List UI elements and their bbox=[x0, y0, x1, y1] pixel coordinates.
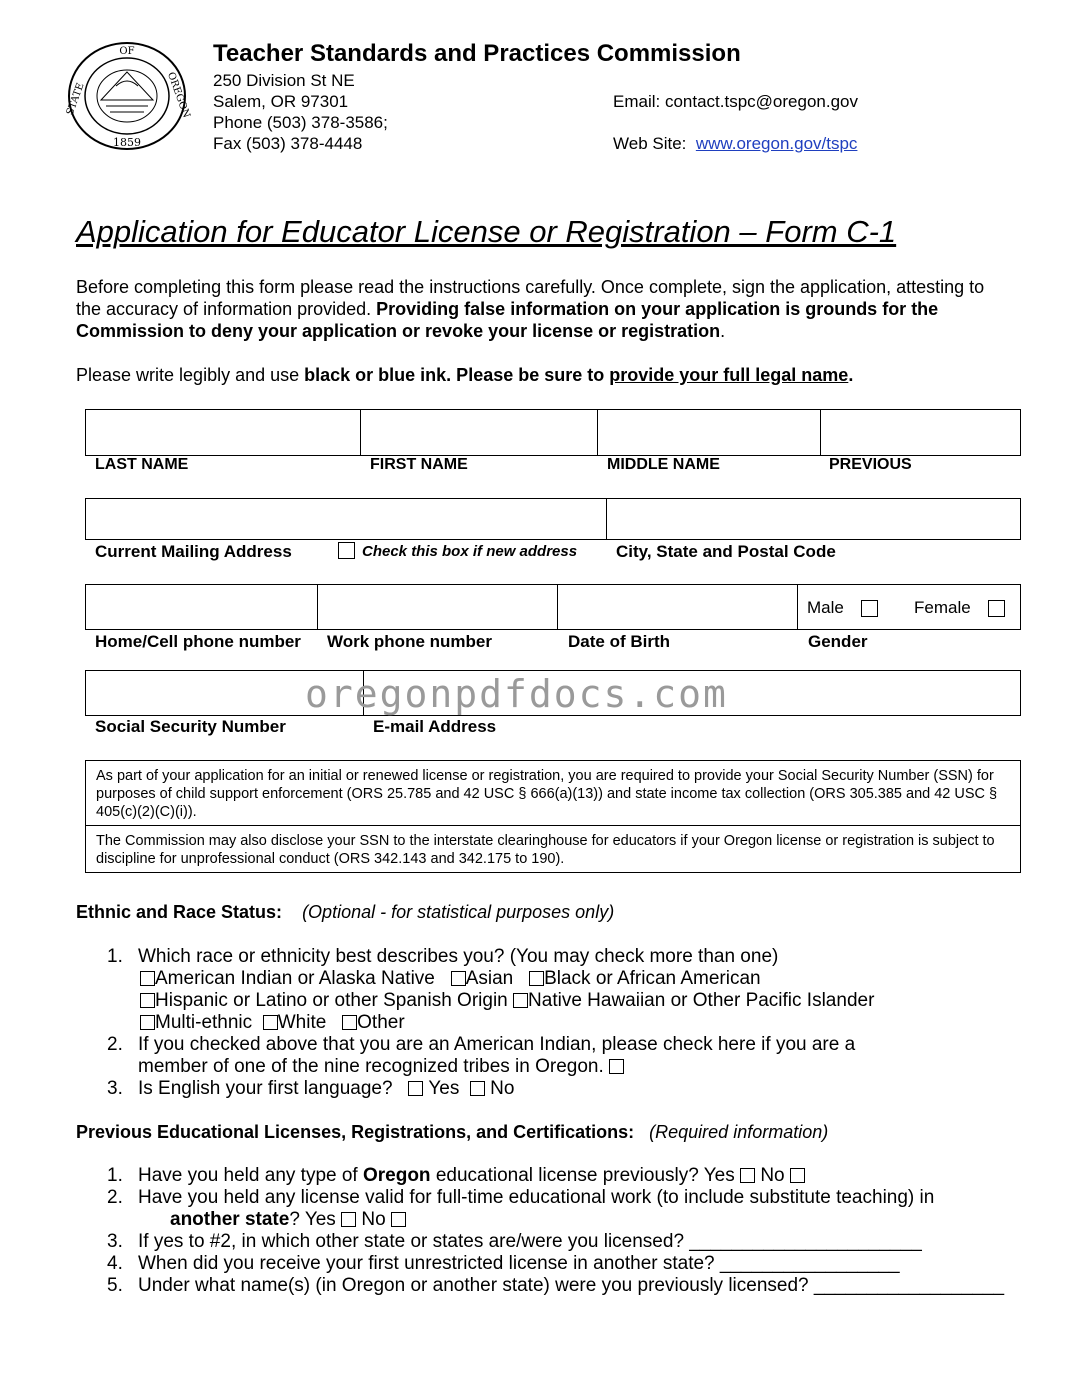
mailing-address-field[interactable] bbox=[86, 499, 605, 539]
ethnic-q3-number: 3. bbox=[107, 1078, 123, 1099]
fax-line: Fax (503) 378-4448 bbox=[213, 134, 363, 153]
ethnic-section-heading: Ethnic and Race Status: (Optional - for statistical purposes only) bbox=[76, 902, 615, 922]
gender-label: Gender bbox=[808, 632, 868, 651]
first-name-field[interactable] bbox=[361, 410, 596, 455]
prev-q1: Have you held any type of Oregon educational license previously? Yes No bbox=[138, 1165, 805, 1187]
email-line: Email: contact.tspc@oregon.gov bbox=[613, 92, 858, 111]
last-name-field[interactable] bbox=[86, 410, 359, 455]
female-label: Female bbox=[914, 598, 971, 617]
english-no-checkbox[interactable] bbox=[470, 1081, 485, 1096]
prev-q3[interactable]: If yes to #2, in which other state or states are/were you licensed? ______________________ bbox=[138, 1231, 922, 1252]
last-name-label: LAST NAME bbox=[95, 456, 189, 473]
phone-line: Phone (503) 378-3586; bbox=[213, 113, 388, 132]
dob-field[interactable] bbox=[558, 585, 796, 629]
ink-instruction: Please write legibly and use black or blue ink. Please be sure to provide your full legal name. bbox=[76, 365, 854, 385]
intro-paragraph: Before completing this form please read the instructions carefully. Once complete, sign the application, attesting to the accuracy of information provided. Providing false information on your application is grounds for the Commission to deny your application or revoke your license or registration. bbox=[76, 277, 985, 341]
prev-q5[interactable]: Under what name(s) (in Oregon or another state) were you previously licensed? __________________ bbox=[138, 1275, 1005, 1296]
previous-name-field[interactable] bbox=[821, 410, 1020, 455]
prev-q3-number: 3. bbox=[107, 1231, 123, 1252]
prev-q4[interactable]: When did you receive your first unrestricted license in another state? _________________ bbox=[138, 1253, 900, 1274]
ethnic-options-row-2: Hispanic or Latino or other Spanish Origin Native Hawaiian or Other Pacific Islander bbox=[140, 990, 874, 1012]
prev-q2-line-1: Have you held any license valid for full-time educational work (to include substitute teaching) in bbox=[138, 1187, 935, 1208]
form-title: Application for Educator License or Registration – Form C-1 bbox=[76, 214, 897, 249]
email-label: E-mail Address bbox=[373, 717, 497, 736]
male-checkbox[interactable] bbox=[861, 600, 878, 617]
ethnic-q2-line-1: If you checked above that you are an American Indian, please check here if you are a bbox=[138, 1034, 856, 1055]
address-line-1: 250 Division St NE bbox=[213, 71, 355, 90]
other-checkbox[interactable] bbox=[342, 1015, 357, 1030]
new-address-label: Check this box if new address bbox=[362, 543, 578, 560]
website-link[interactable]: www.oregon.gov/tspc bbox=[695, 134, 858, 153]
ethnic-options-row-3: Multi-ethnic White Other bbox=[140, 1012, 405, 1034]
ssn-notice bbox=[85, 760, 1021, 873]
ethnic-q1-number: 1. bbox=[107, 946, 123, 967]
previous-name-label: PREVIOUS bbox=[829, 456, 912, 473]
mailing-address-label: Current Mailing Address bbox=[95, 542, 292, 561]
work-phone-field[interactable] bbox=[318, 585, 556, 629]
oregon-state-seal bbox=[64, 40, 192, 152]
prev-q2-line-2: another state? Yes No bbox=[170, 1209, 406, 1231]
hispanic-checkbox[interactable] bbox=[140, 993, 155, 1008]
prev-q5-number: 5. bbox=[107, 1275, 123, 1296]
prev-q1-number: 1. bbox=[107, 1165, 123, 1186]
home-phone-label: Home/Cell phone number bbox=[95, 632, 301, 651]
other-state-no-checkbox[interactable] bbox=[391, 1212, 406, 1227]
ethnic-q3: Is English your first language? Yes No bbox=[138, 1078, 515, 1099]
ssn-notice-text-2: The Commission may also disclose your SSN to the interstate clearinghouse for educators if your Oregon license or registration is subject to discipline for unprofessional conduct (ORS 342.143 and 342.175 to 190). bbox=[86, 825, 1020, 872]
address-line-2: Salem, OR 97301 bbox=[213, 92, 349, 111]
city-state-zip-label: City, State and Postal Code bbox=[616, 542, 836, 561]
svg-text:1859: 1859 bbox=[113, 136, 141, 149]
work-phone-label: Work phone number bbox=[327, 632, 492, 651]
dob-label: Date of Birth bbox=[568, 632, 670, 651]
other-state-yes-checkbox[interactable] bbox=[341, 1212, 356, 1227]
svg-text:OF: OF bbox=[119, 46, 135, 57]
prev-q4-number: 4. bbox=[107, 1253, 123, 1274]
watermark: oregonpdfdocs.com bbox=[305, 672, 728, 716]
previous-licenses-heading: Previous Educational Licenses, Registrations, and Certifications: (Required information) bbox=[76, 1122, 829, 1142]
white-checkbox[interactable] bbox=[263, 1015, 278, 1030]
ethnic-options-row-1: American Indian or Alaska Native Asian Black or African American bbox=[140, 968, 761, 990]
city-state-zip-field[interactable] bbox=[607, 499, 1020, 539]
female-checkbox[interactable] bbox=[988, 600, 1005, 617]
home-phone-field[interactable] bbox=[86, 585, 316, 629]
middle-name-field[interactable] bbox=[598, 410, 819, 455]
svg-text:STATE: STATE bbox=[64, 81, 87, 117]
website-line bbox=[613, 133, 857, 154]
ethnic-q1: Which race or ethnicity best describes you? (You may check more than one) bbox=[138, 946, 779, 967]
male-label: Male bbox=[807, 598, 844, 617]
american-indian-checkbox[interactable] bbox=[140, 971, 155, 986]
organization-name: Teacher Standards and Practices Commission bbox=[213, 40, 741, 67]
website-label: Web Site: bbox=[613, 134, 687, 153]
ssn-notice-text-1: As part of your application for an initial or renewed license or registration, you are required to provide your Social Security Number (SSN) for purposes of child support enforcement (ORS 25.785 and 42 USC § 666(a)(13)) and state income tax collection (ORS 305.385 and 42 USC § 405(c)(2)(C)(i)). bbox=[96, 768, 998, 820]
middle-name-label: MIDDLE NAME bbox=[607, 456, 720, 473]
multi-ethnic-checkbox[interactable] bbox=[140, 1015, 155, 1030]
black-checkbox[interactable] bbox=[529, 971, 544, 986]
new-address-checkbox[interactable] bbox=[338, 542, 355, 559]
first-name-label: FIRST NAME bbox=[370, 456, 468, 473]
oregon-tribe-checkbox[interactable] bbox=[609, 1059, 624, 1074]
ethnic-q2-line-2: member of one of the nine recognized tribes in Oregon. bbox=[138, 1056, 624, 1078]
ethnic-q2-number: 2. bbox=[107, 1034, 123, 1055]
asian-checkbox[interactable] bbox=[451, 971, 466, 986]
oregon-license-yes-checkbox[interactable] bbox=[740, 1168, 755, 1183]
ssn-label: Social Security Number bbox=[95, 717, 286, 736]
hawaiian-checkbox[interactable] bbox=[513, 993, 528, 1008]
english-yes-checkbox[interactable] bbox=[408, 1081, 423, 1096]
prev-q2-number: 2. bbox=[107, 1187, 123, 1208]
svg-text:OREGON: OREGON bbox=[164, 70, 192, 120]
oregon-license-no-checkbox[interactable] bbox=[790, 1168, 805, 1183]
